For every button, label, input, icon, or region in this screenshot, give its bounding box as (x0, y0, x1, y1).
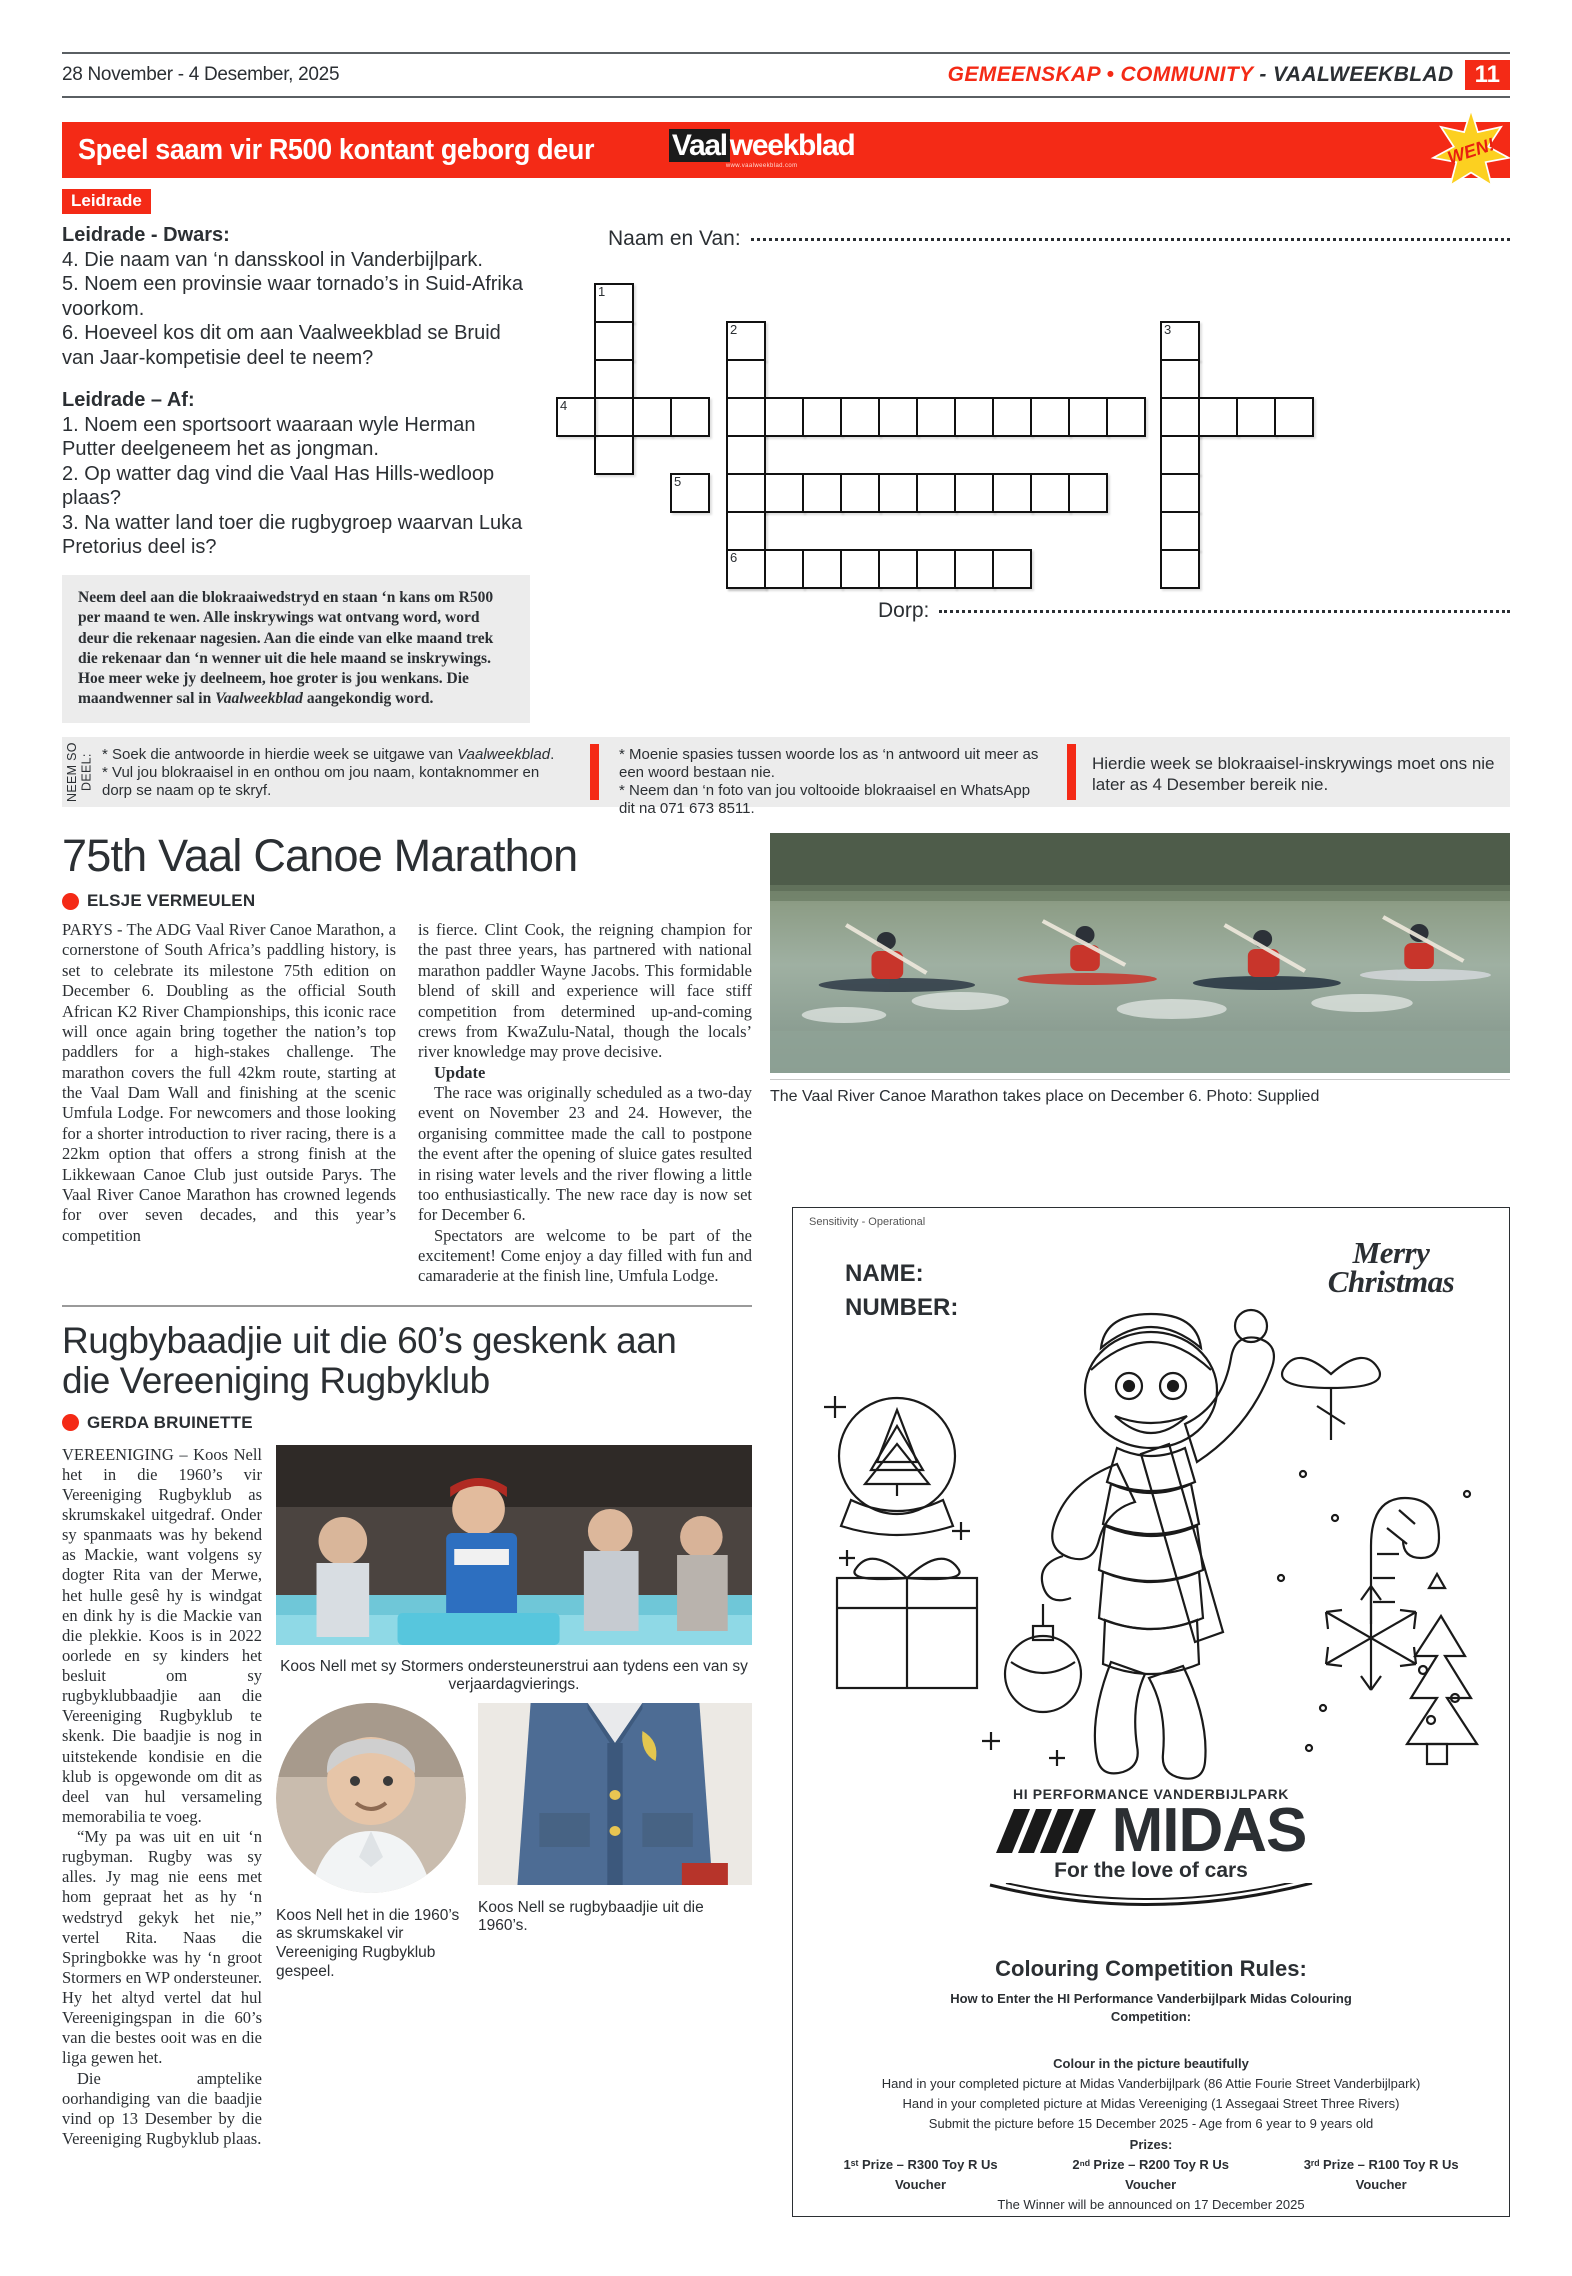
cell[interactable] (670, 473, 710, 513)
cell[interactable] (1236, 397, 1276, 437)
promo-headline: Speel saam vir R500 kontant geborg deur (78, 133, 595, 166)
cell[interactable] (954, 473, 994, 513)
cell[interactable] (992, 473, 1032, 513)
wen-star-icon (1428, 108, 1514, 194)
cell[interactable] (594, 359, 634, 399)
cell[interactable] (916, 549, 956, 589)
clue-down-3: 3. Na watter land toer die rugbygroep waarvan Luka Pretorius deel is? (62, 511, 523, 558)
cell[interactable] (726, 359, 766, 399)
cell[interactable] (840, 549, 880, 589)
cell-number-2: 2 (730, 322, 738, 337)
rugby-para-3: Die amptelike oorhandiging van die baadjie vind op 13 Desember by die Vereeniging Rugbyklub plaas. (62, 2068, 262, 2148)
canoe-col-2 (418, 920, 752, 1287)
crossword-grid[interactable] (548, 261, 1510, 591)
canoe-para-4: Spectators are welcome to be part of the excitement! Come enjoy a day filled with fun and camaraderie at the finish line, Umfula Lodge. (418, 1225, 752, 1286)
prizes-label: Prizes: (1129, 2136, 1173, 2152)
rugby-caption-top: Koos Nell met sy Stormers ondersteunerstrui aan tydens een van sy verjaardagvierings. (280, 1657, 748, 1694)
logo-url: www.vaalweekblad.com (725, 163, 798, 169)
merry-line: Merry (1352, 1235, 1430, 1270)
cell[interactable] (992, 397, 1032, 437)
dorp-field[interactable] (548, 591, 1510, 623)
clue-down-1: 1. Noem een sportsoort waaraan wyle Herman Putter deelgeneem het as jongman. (62, 413, 476, 461)
section-title-red: GEMEENSKAP • COMMUNITY (947, 63, 1254, 86)
colouring-rules-subtitle (833, 1990, 1469, 2025)
cell[interactable] (878, 549, 918, 589)
rule-hand-in-vanderbijlpark: Hand in your completed picture at Midas Vanderbijlpark (86 Attie Fourie Street Vanderbijlpark) (881, 2076, 1421, 2092)
cell[interactable] (726, 435, 766, 475)
rugby-bottom-row (276, 1703, 752, 1981)
cell[interactable] (726, 511, 766, 551)
sensitivity-label: Sensitivity - Operational (809, 1216, 926, 1228)
how-to-item-1-end: . (550, 746, 555, 764)
how-to-column-1 (96, 737, 576, 807)
canoe-para-3: The race was originally scheduled as a two-day event on November 23 and 24. However, the organising committee made the call to postpone the event after the opening of sluice gates resulted in rising water levels and the river flowing a little too enthusiastically. The new race day is now set for December 6. (418, 1083, 752, 1225)
cell-number-3: 3 (1164, 322, 1172, 337)
how-to-item-1 (102, 746, 564, 764)
canoe-author: ELSJE VERMEULEN (87, 891, 256, 911)
clue-down-2: 2. Op watter dag vind die Vaal Has Hills-wedloop plaas? (62, 462, 495, 510)
midas-hi-performance: HI PERFORMANCE VANDERBIJLPARK (1013, 1786, 1289, 1802)
rugby-portrait-block (276, 1703, 466, 1981)
newspaper-page (0, 52, 1572, 2276)
colouring-line-art (811, 1278, 1493, 1788)
promo-banner (62, 122, 1510, 178)
canoe-headline: 75th Vaal Canoe Marathon (62, 830, 578, 882)
cell-number-4: 4 (560, 398, 568, 413)
masthead-right (948, 60, 1510, 90)
cell[interactable] (1160, 511, 1200, 551)
cell[interactable] (594, 435, 634, 475)
section-title-dark: - VAALWEEKBLAD (1259, 63, 1454, 86)
clues-down-heading: Leidrade – Af: (62, 388, 195, 411)
cell[interactable] (1160, 321, 1200, 361)
cell[interactable] (632, 397, 672, 437)
prize-2: 2ⁿᵈ Prize – R200 Toy R Us Voucher (1072, 2156, 1230, 2192)
rugby-caption-right: Koos Nell se rugbybaadjie uit die 1960’s. (478, 1898, 704, 1935)
cell[interactable] (1274, 397, 1314, 437)
clues-column (62, 221, 532, 723)
prizes-row (823, 2155, 1479, 2195)
rugby-headline-line-1: Rugbybaadjie uit die 60’s geskenk aan (62, 1319, 677, 1361)
midas-tagline: For the love of cars (1054, 1858, 1248, 1882)
article-rugby-jacket (62, 1305, 752, 2149)
logo-bold: Vaal (669, 129, 730, 162)
rugby-author: GERDA BRUINETTE (87, 1412, 253, 1432)
how-to-column-2 (613, 737, 1053, 818)
how-to-vertical-label (62, 737, 96, 807)
rugby-photo-jacket (478, 1703, 752, 1885)
cell[interactable] (878, 397, 918, 437)
rugby-caption-left: Koos Nell het in die 1960’s as skrumskakel vir Vereeniging Rugbyklub gespeel. (276, 1906, 460, 1980)
rule-submit-deadline: Submit the picture before 15 December 2025 - Age from 6 year to 9 years old (928, 2116, 1374, 2132)
cell[interactable] (1160, 359, 1200, 399)
canoe-byline (62, 891, 752, 911)
cell[interactable] (840, 397, 880, 437)
cell[interactable] (594, 321, 634, 361)
cell[interactable] (878, 473, 918, 513)
rugby-photo-portrait (276, 1703, 466, 1893)
how-to-enter-bar (62, 737, 1510, 818)
clue-gap (62, 370, 532, 386)
prize-1: 1ˢᵗ Prize – R300 Toy R Us Voucher (843, 2156, 998, 2192)
vaalweekblad-logo (669, 131, 855, 169)
dorp-label: Dorp: (878, 599, 930, 622)
cell[interactable] (764, 473, 804, 513)
section-title (948, 63, 1454, 87)
rugby-body (62, 1445, 752, 2149)
deadline-notice: Hierdie week se blokraaisel-inskrywings moet ons nie later as 4 Desember bereik nie. (1092, 754, 1495, 795)
cell[interactable] (764, 549, 804, 589)
rules-text-b: aangekondig word. (302, 690, 434, 707)
cell[interactable] (594, 283, 634, 323)
canoe-subhead: Update (434, 1062, 486, 1082)
cell[interactable] (556, 397, 596, 437)
cell[interactable] (726, 321, 766, 361)
rule-colour-picture: Colour in the picture beautifully (1053, 2056, 1249, 2071)
christmas-line: Christmas (1327, 1264, 1455, 1300)
bullet-dot-icon (62, 893, 79, 910)
canoe-para-1: PARYS - The ADG Vaal River Canoe Marathon, a cornerstone of South Africa’s paddling history, is set to celebrate its milestone 75th edition on December 6. Doubling as the official South African K2 River Championships, this iconic race will once again bring together the nation’s top paddlers for a high-stakes challenge. The marathon covers the full 42km route, starting at the Vaal Dam Wall and finishing at the scenic Umfula Lodge. For newcomers and those looking for a shorter introduction to river racing, there is a 22km option that offers a strong finish at the Likkewaan Canoe Club just outside Parys. The Vaal River Canoe Marathon has crowned legends for over seven decades, and this year’s competition (62, 920, 396, 1245)
rugby-para-2: “My pa was uit en uit ‘n rugbyman. Rugby was sy alles. Jy mag nie eens met hom gepraat het as hy ‘n wedstryd gekyk het nie,” vertel Rita. Naas die Springbokke was hy ‘n groot Stormers en WP ondersteuner. Hy het altyd vertel dat hul Vereenigingspan in die 60’s van die bestes ooit was en die liga gewen het. (62, 1827, 262, 2068)
canoe-text-block (62, 830, 752, 1287)
colouring-number-label: NUMBER: (845, 1294, 959, 1321)
rugby-headline-line-2: die Vereeniging Rugbyklub (62, 1359, 490, 1401)
how-to-item-4: * Neem dan ‘n foto van jou voltooide blokraaisel en WhatsApp dit na 071 673 8511. (619, 782, 1031, 818)
midas-brand-block (793, 1786, 1509, 1909)
colouring-rules-title: Colouring Competition Rules: (995, 1956, 1307, 1981)
cell[interactable] (1106, 397, 1146, 437)
cell[interactable] (916, 397, 956, 437)
clue-across-2: 5. Noem een provinsie waar tornado’s in Suid-Afrika voorkom. (62, 273, 523, 320)
cell[interactable] (1030, 473, 1070, 513)
cell[interactable] (840, 473, 880, 513)
rules-sub-line-1: How to Enter the HI Performance Vanderbijlpark Midas Colouring (950, 1991, 1352, 2006)
puzzle-section (62, 221, 1510, 723)
cell-number-6: 6 (730, 550, 738, 565)
section-divider (62, 1305, 752, 1307)
clues-across-heading: Leidrade - Dwars: (62, 224, 230, 246)
prize-3: 3ʳᵈ Prize – R100 Toy R Us Voucher (1303, 2156, 1459, 2192)
wen-label: WEN! (1444, 133, 1497, 168)
how-to-item-1-a: * Soek die antwoorde in hierdie week se uitgawe van (102, 746, 458, 764)
dorp-input-line[interactable] (939, 610, 1510, 613)
canoe-photo-caption: The Vaal River Canoe Marathon takes place on December 6. Photo: Supplied (770, 1079, 1510, 1106)
cell[interactable] (1198, 397, 1238, 437)
canoe-columns (62, 920, 752, 1287)
cell[interactable] (1160, 473, 1200, 513)
rugby-byline (62, 1413, 752, 1433)
cell[interactable] (1160, 549, 1200, 589)
cell[interactable] (916, 473, 956, 513)
page-number: 11 (1465, 60, 1510, 90)
rules-italic: Vaalweekblad (215, 690, 303, 707)
cell[interactable] (802, 473, 842, 513)
cell[interactable] (764, 397, 804, 437)
how-to-vertical-text: NEEM SO DEEL: (64, 742, 93, 803)
cell[interactable] (670, 397, 710, 437)
rugby-media (276, 1445, 752, 2149)
canoe-photo (770, 833, 1510, 1073)
colouring-rules-body (823, 2054, 1479, 2215)
divider-red-2 (1067, 744, 1076, 800)
winner-announcement: The Winner will be announced on 17 December 2025 (997, 2196, 1305, 2212)
naam-input-line[interactable] (751, 238, 1510, 241)
cell[interactable] (726, 473, 766, 513)
rugby-headline (62, 1321, 752, 1401)
competition-rules-box (62, 575, 530, 723)
cell[interactable] (954, 397, 994, 437)
crossword-area (548, 221, 1510, 723)
cell[interactable] (992, 549, 1032, 589)
cell[interactable] (1068, 397, 1108, 437)
masthead (62, 52, 1510, 98)
rugby-col-1 (62, 1445, 262, 2149)
cell-number-5: 5 (674, 474, 682, 489)
cell[interactable] (1068, 473, 1108, 513)
cell[interactable] (594, 397, 634, 437)
cell[interactable] (726, 549, 766, 589)
issue-date: 28 November - 4 Desember, 2025 (62, 64, 340, 85)
rugby-photo-party (276, 1445, 752, 1645)
rules-sub-line-2: Competition: (1110, 2008, 1192, 2024)
cell[interactable] (726, 397, 766, 437)
cell[interactable] (954, 549, 994, 589)
midas-swoosh-icon (986, 1883, 1316, 1909)
bullet-dot-icon (62, 1414, 79, 1431)
cell[interactable] (1160, 435, 1200, 475)
canoe-para-2: is fierce. Clint Cook, the reigning champion for the past three years, has partnered with national marathon paddler Wayne Jacobs. This formidable blend of skill and experience will face stiff competition from determined up-and-coming crews from KwaZulu-Natal, though the locals’ river knowledge may prove decisive. (418, 920, 752, 1062)
rule-hand-in-vereeniging: Hand in your completed picture at Midas Vereeniging (1 Assegaai Street Three Rivers) (902, 2096, 1400, 2112)
how-to-item-3: * Moenie spasies tussen woorde los as ‘n antwoord uit meer as een woord bestaan nie. (619, 746, 1039, 782)
leidrade-tag: Leidrade (62, 189, 151, 214)
clue-across-1: 4. Die naam van ‘n dansskool in Vanderbijlpark. (62, 249, 483, 271)
logo-rest: weekblad (729, 129, 855, 162)
midas-wordmark: MIDAS (1111, 1796, 1307, 1865)
rules-text-a: Neem deel aan die blokraaiwedstryd en staan ‘n kans om R500 per maand te wen. Alle inskrywings wat ontvang word, word deur die rekenaar nagesien. Aan die einde van elke maand trek die rekenaar dan ‘n wenner uit die hele maand se inskrywings. Hoe meer weke jy deelneem, hoe groter is jou wenkans. Die maandwenner sal in (78, 589, 494, 707)
rugby-para-1: VEREENIGING – Koos Nell het in die 1960’s vir Vereeniging Rugbyklub as skrumskakel uitgedraf. Onder sy spanmaats was hy bekend as Mackie, want volgens sy dogter Rita van der Merwe, het hulle gesê hy is windgat en dink hy is die Mackie van die plekkie. Koos is in 2022 oorlede en sy kinders het besluit om sy rugbyklubbaadjie aan die Vereeniging Rugbyklub te skenk. Die baadjie is nog in uitstekende kondisie en die klub is opgewonde om dit as deel van hul versameling memorabilia te voeg. (62, 1444, 262, 1826)
naam-label: Naam en Van: (608, 227, 741, 250)
cell[interactable] (1160, 397, 1200, 437)
divider-red-1 (590, 744, 599, 800)
cell-number-1: 1 (598, 284, 606, 299)
naam-en-van-field[interactable] (548, 221, 1510, 251)
cell[interactable] (802, 397, 842, 437)
midas-colouring-ad (792, 1207, 1510, 2217)
cell[interactable] (1030, 397, 1070, 437)
canoe-col-1 (62, 920, 396, 1287)
how-to-item-1-italic: Vaalweekblad (457, 746, 551, 764)
clue-across-3: 6. Hoeveel kos dit om aan Vaalweekblad se Bruid van Jaar-kompetisie deel te neem? (62, 322, 501, 369)
midas-stripes-icon (996, 1805, 1106, 1857)
colouring-name-label: NAME: (845, 1260, 924, 1287)
cell[interactable] (802, 549, 842, 589)
rugby-jacket-block (478, 1703, 752, 1936)
how-to-item-2: * Vul jou blokraaisel in en onthou om jou naam, kontaknommer en dorp se naam op te skryf. (102, 764, 540, 800)
